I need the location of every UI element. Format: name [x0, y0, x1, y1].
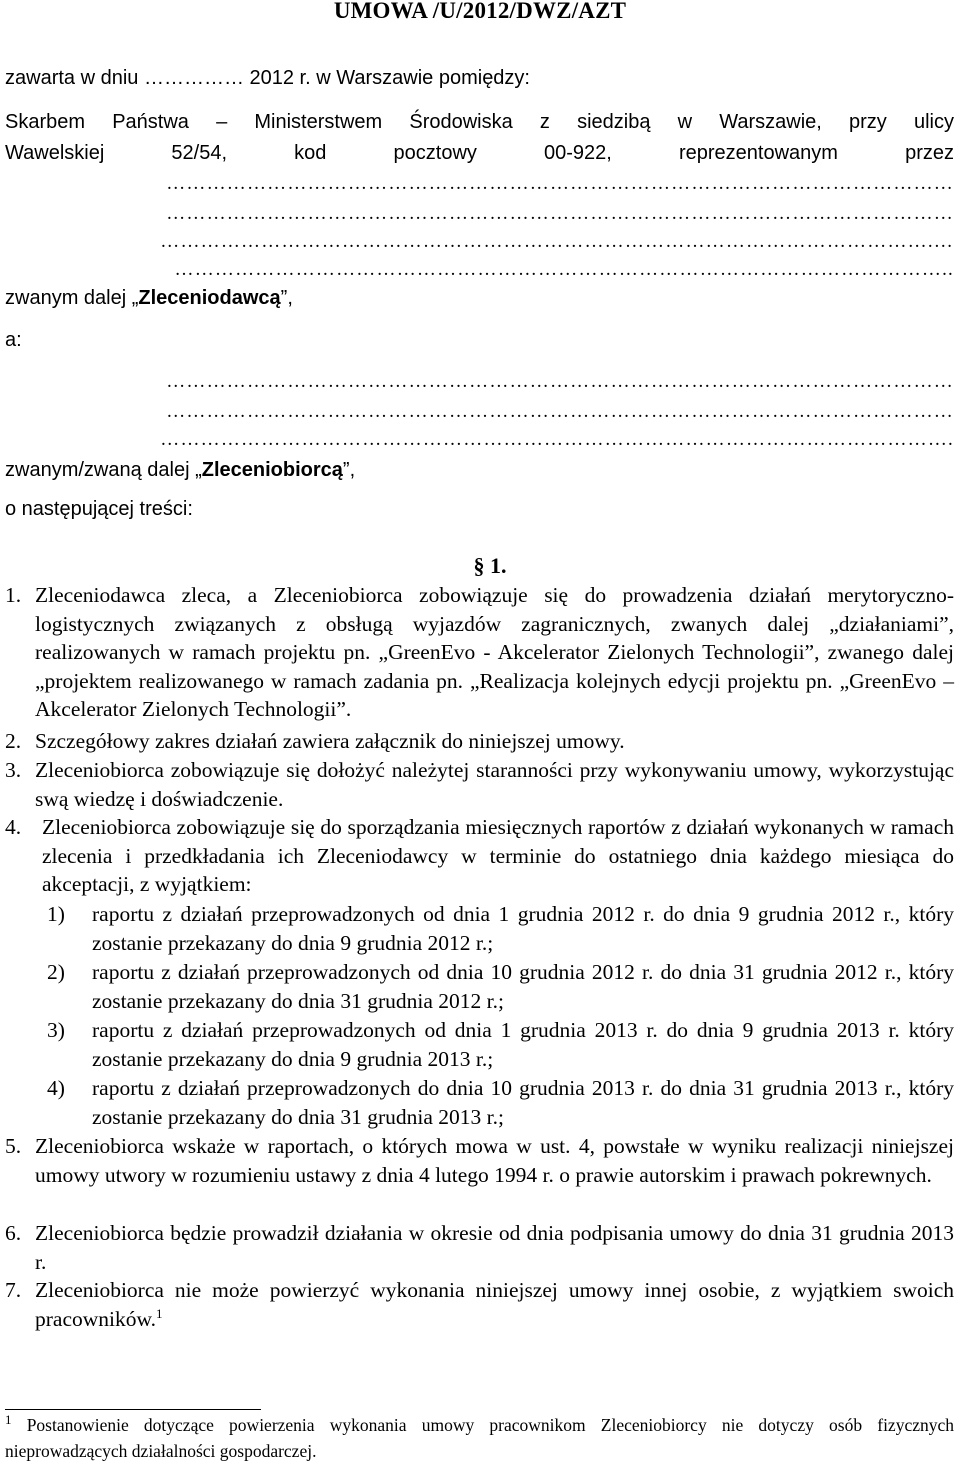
zleceniobiorca-line	[5, 456, 954, 484]
footnote-reference[interactable]: 1	[156, 1305, 163, 1321]
section-heading: § 1.	[473, 553, 507, 578]
item-text: Zleceniobiorca zobowiązuje się dołożyć należytej staranności przy wykonywaniu umowy, wykorzystując swą wiedzę i doświadczenie.	[35, 758, 954, 811]
date-line: zawarta w dniu …………… 2012 r. w Warszawie pomiędzy:	[5, 67, 530, 89]
blank-line-1: ………………………………………………………………………………………………………	[166, 173, 954, 194]
item-text	[35, 1276, 954, 1333]
footnote-separator	[5, 1409, 261, 1410]
subitem-text: raportu z działań przeprowadzonych od dnia 1 grudnia 2012 r. do dnia 9 grudnia 2012 r., który zostanie przekazany do dnia 9 grudnia 2012 r.;	[92, 902, 954, 955]
list-item	[5, 1219, 954, 1277]
sub-list-item	[47, 1016, 954, 1074]
document-title: UMOWA /U/2012/DWZ/AZT	[333, 0, 627, 23]
zleceniobiorca-name: Zleceniobiorcą	[201, 459, 343, 481]
zleceniodawca-suffix: ”,	[280, 287, 293, 309]
item-text: Zleceniodawca zleca, a Zleceniobiorca zobowiązuje się do prowadzenia działań merytoryczno-logistycznych związanych z obsługą wyjazdów zagranicznych, zwanych dalej „działaniami”, realizowanych w ramach projektu pn. „GreenEvo - Akcelerator Zielonych Technologii”, zwanego dalej „projektem realizowanego w ramach zadania pn. „Realizacja kolejnych edycji projektu pn. „GreenEvo – Akcelerator Zielonych Technologii”.	[35, 583, 954, 722]
zleceniodawca-line	[5, 284, 954, 312]
item-number: 2.	[5, 729, 22, 753]
zleceniobiorca-suffix: ”,	[342, 459, 356, 481]
zleceniodawca-name: Zleceniodawcą	[138, 287, 281, 309]
subitem-number: 1)	[47, 902, 65, 926]
footnote-text: Postanowienie dotyczące powierzenia wykonania umowy pracownikom Zleceniobiorcy nie dotyczy osób fizycznych nieprowadzących działalności gospodarczej.	[5, 1415, 955, 1461]
blank-line-3: …………………………………………………………………………………………………….…	[160, 231, 954, 252]
sub-list-item	[47, 1074, 954, 1132]
item-text: Zleceniobiorca będzie prowadził działania w okresie od dnia podpisania umowy do dnia 31 grudnia 2013 r.	[35, 1221, 954, 1274]
subitem-text: raportu z działań przeprowadzonych od dnia 1 grudnia 2013 r. do dnia 9 grudnia 2013 r. który zostanie przekazany do dnia 9 grudnia 2013 r.;	[92, 1018, 954, 1071]
list-item	[5, 1132, 954, 1219]
subitem-number: 3)	[47, 1018, 65, 1042]
sub-list-item	[47, 958, 954, 1016]
subitem-number: 2)	[47, 960, 65, 984]
content-label: o następującej treści:	[5, 498, 193, 520]
item-number: 3.	[5, 758, 22, 782]
item-text: Szczegółowy zakres działań zawiera załącznik do niniejszej umowy.	[35, 729, 625, 753]
sub-list-item	[47, 900, 954, 958]
blank-line-4: ……………………………………………………………………………………………………..	[174, 259, 954, 280]
item-number: 4.	[5, 815, 22, 839]
item-text: Zleceniobiorca wskaże w raportach, o których mowa w ust. 4, powstałe w wyniku realizacji niniejszej umowy utwory w rozumieniu ustawy z dnia 4 lutego 1994 r. o prawie autorskim i prawach pokrewnych.	[35, 1134, 954, 1187]
footnote	[5, 1412, 954, 1464]
subitem-number: 4)	[47, 1076, 65, 1100]
list-item	[5, 756, 954, 814]
item-number: 1.	[5, 583, 22, 607]
item-text: Zleceniobiorca zobowiązuje się do sporządzania miesięcznych raportów z działań wykonanych w ramach zlecenia i przedkładania ich Zleceniodawcy w terminie do ostatniego dnia każdego miesiąca do akceptacji, z wyjątkiem:	[42, 815, 954, 897]
subitem-text: raportu z działań przeprowadzonych do dnia 10 grudnia 2013 r. do dnia 31 grudnia 2013 r., który zostanie przekazany do dnia 31 grudnia 2013 r.;	[92, 1076, 954, 1129]
blank-line-5: ………………………………………………………………………………………………………	[166, 371, 954, 392]
blank-line-7: ……………………………………………………………………………………………………….	[160, 429, 954, 450]
zleceniobiorca-prefix: zwanym/zwaną dalej „	[5, 459, 202, 481]
list-item	[5, 813, 954, 1133]
a-label: a:	[5, 329, 22, 351]
party1-line1: Skarbem Państwa – Ministerstwem Środowiska z siedzibą w Warszawie, przy ulicy	[5, 111, 954, 133]
blank-line-6: ………………………………………………………………………………………………………	[166, 401, 954, 422]
item-text-content: Zleceniobiorca nie może powierzyć wykonania niniejszej umowy innej osobie, z wyjątkiem swoich pracowników.	[35, 1278, 954, 1331]
list-item	[5, 1276, 954, 1336]
blank-line-2: ………………………………………………………………………………………………………	[166, 203, 954, 224]
zleceniodawca-prefix: zwanym dalej „	[5, 287, 139, 309]
sub-list	[47, 900, 954, 1135]
footnote-number: 1	[5, 1412, 12, 1428]
item-number: 7.	[5, 1278, 22, 1302]
list-item	[5, 581, 954, 726]
party1-line2: Wawelskiej 52/54, kod pocztowy 00-922, reprezentowanym przez	[5, 142, 954, 164]
item-number: 5.	[5, 1134, 22, 1158]
subitem-text: raportu z działań przeprowadzonych od dnia 10 grudnia 2012 r. do dnia 31 grudnia 2012 r., który zostanie przekazany do dnia 31 grudnia 2012 r.;	[92, 960, 954, 1013]
item-number: 6.	[5, 1221, 22, 1245]
list-item	[5, 727, 954, 756]
